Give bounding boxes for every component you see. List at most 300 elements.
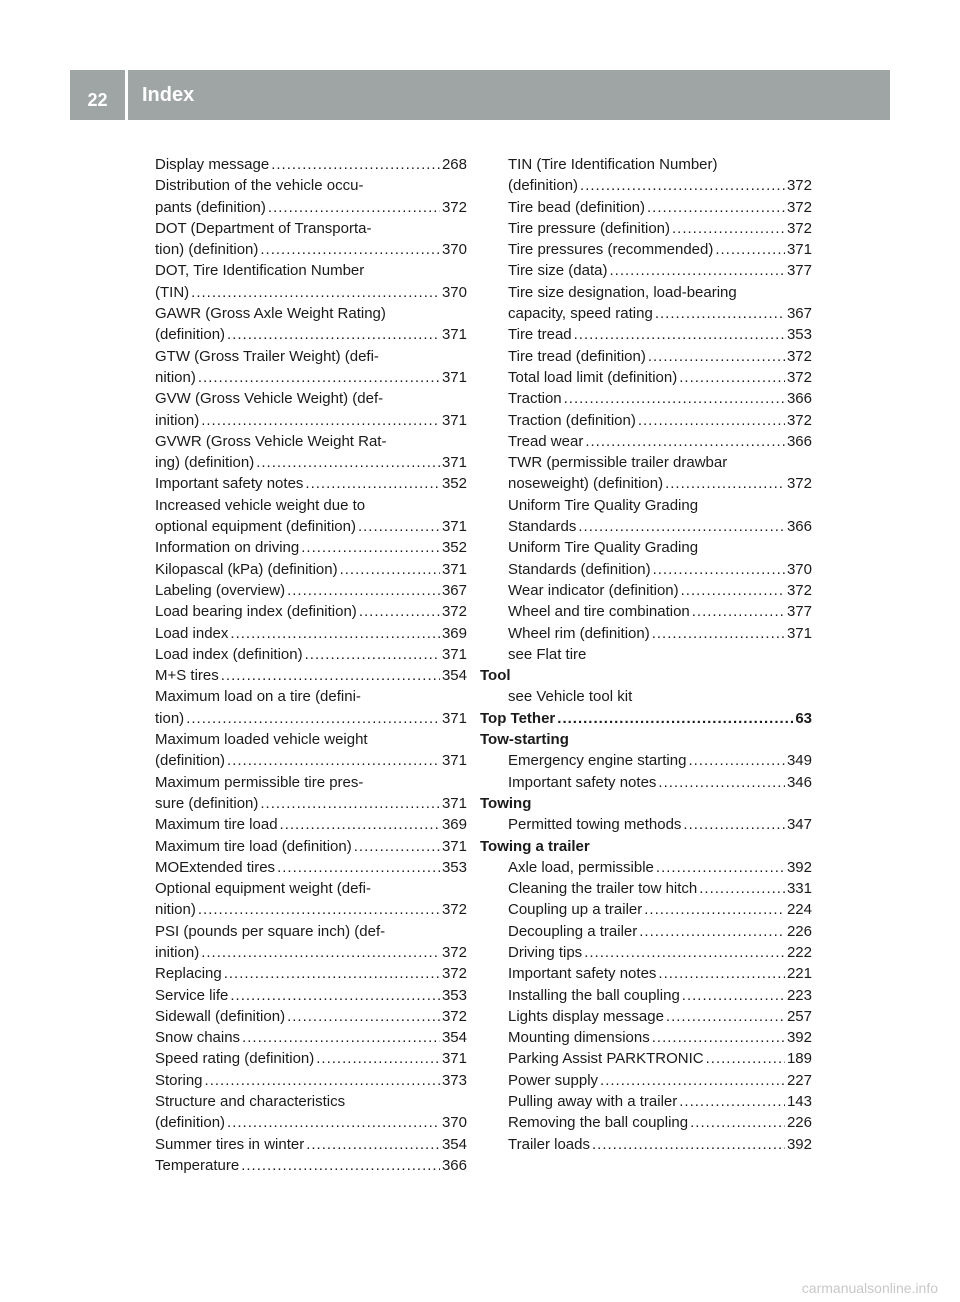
leader-dots [224,963,440,984]
leader-dots [301,537,440,558]
index-page-number: 189 [786,1050,812,1068]
leader-dots [655,303,785,324]
index-entry-text: Load index [155,624,229,642]
leader-dots [230,985,440,1006]
leader-dots [658,963,785,984]
header-separator [125,70,128,120]
leader-dots [280,814,440,835]
leader-dots [706,1048,785,1069]
index-entry [155,623,467,644]
index-entry [155,388,467,409]
index-entry [155,1155,467,1176]
index-entry-text: Temperature [155,1156,240,1174]
index-entry-text: Load index (definition) [155,645,303,663]
index-entry [480,282,812,303]
leader-dots [600,1070,785,1091]
index-entry-text: Tire tread (definition) [508,347,646,365]
index-page-number: 354 [441,1135,467,1153]
index-entry-text: Towing a trailer [480,837,590,855]
index-entry-text: Wear indicator (definition) [508,581,679,599]
index-entry-text: Driving tips [508,943,583,961]
index-page-number: 346 [786,773,812,791]
index-entry-text: GVW (Gross Vehicle Weight) (def- [155,390,384,408]
index-entry [480,346,812,367]
index-page-number: 366 [786,432,812,450]
index-entry-text: Storing [155,1071,203,1089]
index-entry [155,814,467,835]
index-entry-text: Sidewall (definition) [155,1007,286,1025]
index-entry-text: sure (definition) [155,794,259,812]
index-entry [480,239,812,260]
index-page-number: 377 [786,262,812,280]
leader-dots [340,559,440,580]
index-page-number: 221 [786,965,812,983]
index-page-number: 372 [786,475,812,493]
index-page-number: 372 [441,1007,467,1025]
index-entry [480,388,812,409]
index-entry [480,1048,812,1069]
leader-dots [260,793,440,814]
index-entry-text: Tire pressure (definition) [508,219,671,237]
index-entry [480,473,812,494]
leader-dots [647,197,785,218]
leader-dots [585,431,785,452]
index-entry-text: Removing the ball coupling [508,1114,689,1132]
index-page-number: 377 [786,603,812,621]
index-entry-text: Maximum loaded vehicle weight [155,731,368,749]
leader-dots [652,623,785,644]
index-entry [155,899,467,920]
index-entry [480,303,812,324]
index-entry-text: Wheel and tire combination [508,603,690,621]
leader-dots [256,452,440,473]
index-page-number: 347 [786,816,812,834]
index-entry [480,580,812,601]
index-entry [155,708,467,729]
index-entry [155,686,467,707]
index-entry-text: Tire size (data) [508,262,608,280]
index-entry [155,750,467,771]
index-page-number: 371 [441,368,467,386]
index-entry-text: Coupling up a trailer [508,901,643,919]
leader-dots [666,1006,785,1027]
leader-dots [679,1091,785,1112]
index-entry [480,1006,812,1027]
index-entry [155,836,467,857]
index-entry-text: PSI (pounds per square inch) (def- [155,922,386,940]
index-page-number: 371 [786,624,812,642]
index-entry [155,282,467,303]
index-entry [155,175,467,196]
index-entry-text: Standards [508,518,577,536]
index-page-number: 370 [441,1114,467,1132]
leader-dots [221,665,440,686]
leader-dots [672,218,785,239]
leader-dots [665,473,785,494]
index-entry-text: Tire tread [508,326,572,344]
leader-dots [715,239,785,260]
leader-dots [639,921,785,942]
leader-dots [227,750,440,771]
index-entry-text: DOT, Tire Identification Number [155,262,365,280]
index-entry-text: (definition) [155,326,226,344]
leader-dots [658,772,785,793]
index-entry [155,239,467,260]
leader-dots [584,942,785,963]
index-page-number: 224 [786,901,812,919]
index-entry [155,729,467,750]
index-entry-text: Traction [508,390,562,408]
index-entry [155,1006,467,1027]
index-entry [480,559,812,580]
index-entry-text: inition) [155,411,200,429]
index-page-number: 268 [441,156,467,173]
page-title: Index [142,84,195,106]
leader-dots [578,516,785,537]
index-page-number: 222 [786,943,812,961]
index-entry [480,324,812,345]
index-page-number: 366 [441,1156,467,1174]
index-page-number: 372 [786,368,812,386]
index-entry-text: Tire bead (definition) [508,198,646,216]
index-entry-text: Important safety notes [508,773,657,791]
leader-dots [241,1155,440,1176]
leader-dots [656,857,785,878]
page-number: 22 [87,90,108,110]
index-entry [155,431,467,452]
index-page-number: 349 [786,752,812,770]
index-entry [155,324,467,345]
index-page-number: 372 [441,198,467,216]
index-page-number: 372 [441,965,467,983]
index-entry [155,857,467,878]
index-page-number: 63 [795,709,812,727]
index-page-number: 370 [441,283,467,301]
index-entry-text: Mounting dimensions [508,1029,650,1047]
index-entry-text: GVWR (Gross Vehicle Weight Rat- [155,432,387,450]
index-page-number: 366 [786,518,812,536]
index-page-number: 353 [786,326,812,344]
leader-dots [564,388,785,409]
index-entry-text: Display message [155,156,270,173]
index-entry-text: Towing [480,794,532,812]
index-entry-text: Standards (definition) [508,560,651,578]
index-entry [155,154,467,175]
index-entry-text: Important safety notes [508,965,657,983]
leader-dots [316,1048,440,1069]
index-page-number: 372 [786,411,812,429]
index-entry [480,1091,812,1112]
index-page-number: 371 [441,1050,467,1068]
index-entry [155,985,467,1006]
index-entry-text: Emergency engine starting [508,752,687,770]
index-page-number: 352 [441,475,467,493]
index-entry [155,495,467,516]
leader-dots [260,239,440,260]
index-page-number: 392 [786,858,812,876]
index-page-number: 372 [786,177,812,195]
index-page-number: 352 [441,539,467,557]
leader-dots [227,324,440,345]
index-entry-text: Uniform Tire Quality Grading [508,496,699,514]
index-entry-text: see Flat tire [508,645,587,663]
index-page-number: 223 [786,986,812,1004]
index-entry-text: tion) (definition) [155,241,259,259]
index-page-number: 353 [441,858,467,876]
index-heading [480,793,812,814]
index-entry-text: Tire size designation, load-bearing [508,283,737,301]
index-entry [480,878,812,899]
index-entry-text: Service life [155,986,229,1004]
leader-dots [592,1134,785,1155]
index-entry [155,516,467,537]
index-entry-text: Structure and characteristics [155,1093,346,1111]
watermark: carmanualsonline.info [801,1280,938,1296]
index-page-number: 392 [786,1135,812,1153]
index-entry-text: Installing the ball coupling [508,986,680,1004]
leader-dots [201,942,440,963]
index-page-number: 366 [786,390,812,408]
index-entry [155,963,467,984]
index-entry [480,985,812,1006]
index-page-number: 371 [441,837,467,855]
index-entry [480,410,812,431]
index-entry-text: Distribution of the vehicle occu- [155,177,364,195]
index-entry [480,963,812,984]
index-page-number: 369 [441,624,467,642]
index-entry-text: M+S tires [155,667,219,685]
index-entry-text: (TIN) [155,283,190,301]
leader-dots [191,282,440,303]
index-entry-text: Tool [480,667,511,685]
index-entry-text: Tire pressures (recommended) [508,241,714,259]
index-entry-text: Load bearing index (definition) [155,603,357,621]
leader-dots [644,899,785,920]
index-entry [155,303,467,324]
index-page-number: 257 [786,1007,812,1025]
index-entry [480,750,812,771]
index-entry-text: noseweight) (definition) [508,475,664,493]
index-entry [155,1091,467,1112]
index-entry [155,218,467,239]
leader-dots [306,1134,440,1155]
index-entry-text: Increased vehicle weight due to [155,496,366,514]
index-entry [155,1070,467,1091]
index-page-number: 143 [786,1093,812,1111]
index-page-number: 371 [441,518,467,536]
index-entry [480,772,812,793]
index-entry [155,601,467,622]
index-page-number: 354 [441,667,467,685]
index-entry-text: Power supply [508,1071,599,1089]
index-entry-text: Total load limit (definition) [508,368,678,386]
index-entry-text: Snow chains [155,1029,241,1047]
index-entry [480,1070,812,1091]
index-entry-text: Maximum load on a tire (defini- [155,688,361,706]
index-page-number: 372 [441,603,467,621]
index-column-left [155,154,467,1176]
index-page-number: 371 [786,241,812,259]
index-entry [480,1112,812,1133]
index-page-number: 371 [441,326,467,344]
index-entry-text: Maximum permissible tire pres- [155,773,364,791]
index-entry [480,921,812,942]
leader-dots [198,899,440,920]
index-entry [480,1027,812,1048]
leader-dots [230,623,440,644]
index-entry [155,452,467,473]
index-page-number: 373 [441,1071,467,1089]
index-entry-text: Maximum tire load (definition) [155,837,352,855]
index-entry-text: TWR (permissible trailer drawbar [508,454,728,472]
index-entry [480,197,812,218]
leader-dots [699,878,785,899]
index-entry-text: capacity, speed rating [508,305,653,323]
leader-dots [186,708,440,729]
index-page-number: 372 [786,347,812,365]
index-page-number: 367 [786,305,812,323]
leader-dots [690,1112,785,1133]
index-entry [480,537,812,558]
index-entry [155,559,467,580]
index-entry-text: Uniform Tire Quality Grading [508,539,699,557]
index-entry-text: Maximum tire load [155,816,278,834]
index-entry-text: Decoupling a trailer [508,922,638,940]
index-entry-text: Optional equipment weight (defi- [155,880,371,898]
leader-dots [277,857,440,878]
index-page-number: 226 [786,1114,812,1132]
index-entry [155,793,467,814]
index-page-number: 371 [441,411,467,429]
index-entry [155,1048,467,1069]
index-entry [155,772,467,793]
index-entry-text: Tread wear [508,432,584,450]
index-page-number: 354 [441,1029,467,1047]
index-entry [480,431,812,452]
index-entry [155,942,467,963]
index-entry-text: DOT (Department of Transporta- [155,219,372,237]
index-page-number: 371 [441,794,467,812]
index-entry [480,814,812,835]
index-entry-text: nition) [155,368,196,386]
index-entry-text: pants (definition) [155,198,266,216]
leader-dots [359,601,440,622]
index-entry [480,154,812,175]
leader-dots [681,580,785,601]
leader-dots [580,175,785,196]
index-page-number: 370 [786,560,812,578]
index-entry-text: Summer tires in winter [155,1135,305,1153]
index-entry-text: Speed rating (definition) [155,1050,315,1068]
leader-dots [271,154,440,175]
index-page-number: 371 [441,752,467,770]
leader-dots [679,367,785,388]
index-entry-text: tion) [155,709,185,727]
index-page-number: 226 [786,922,812,940]
index-entry [480,899,812,920]
index-entry-text: MOExtended tires [155,858,276,876]
leader-dots [688,750,785,771]
index-entry [155,1027,467,1048]
index-entry [480,644,812,665]
index-entry [155,346,467,367]
index-page-number: 372 [441,943,467,961]
leader-dots [287,580,440,601]
leader-dots [648,346,785,367]
index-entry-text: (definition) [155,1114,226,1132]
index-entry [155,644,467,665]
leader-dots [609,260,784,281]
index-entry-text: Cleaning the trailer tow hitch [508,880,698,898]
index-page-number: 353 [441,986,467,1004]
leader-dots [557,708,793,729]
index-column-right [480,154,812,1155]
leader-dots [638,410,785,431]
index-page-number: 331 [786,880,812,898]
index-page-number: 371 [441,645,467,663]
index-entry-text: Replacing [155,965,222,983]
index-entry-text: GTW (Gross Trailer Weight) (defi- [155,347,379,365]
leader-dots [305,473,440,494]
leader-dots [683,814,785,835]
index-page-number: 371 [441,709,467,727]
index-entry-text: Axle load, permissible [508,858,654,876]
index-page-number: 369 [441,816,467,834]
index-entry-text: see Vehicle tool kit [508,688,633,706]
leader-dots [653,559,785,580]
index-entry [155,367,467,388]
index-entry [155,410,467,431]
index-entry [480,175,812,196]
index-entry [155,580,467,601]
index-entry [480,601,812,622]
index-entry [155,921,467,942]
index-heading [480,665,812,686]
index-heading [480,708,812,729]
index-page-number: 367 [441,581,467,599]
index-entry-text: Important safety notes [155,475,304,493]
index-page-number: 227 [786,1071,812,1089]
index-heading [480,836,812,857]
leader-dots [287,1006,440,1027]
leader-dots [305,644,440,665]
index-entry [480,452,812,473]
leader-dots [227,1112,440,1133]
index-heading [480,729,812,750]
index-entry-text: Wheel rim (definition) [508,624,650,642]
index-entry-text: TIN (Tire Identification Number) [508,156,718,173]
index-entry-text: Lights display message [508,1007,664,1025]
index-entry-text: ing) (definition) [155,454,255,472]
index-entry-text: Kilopascal (kPa) (definition) [155,560,338,578]
index-entry-text: Traction (definition) [508,411,636,429]
leader-dots [198,367,440,388]
index-entry [155,197,467,218]
leader-dots [201,410,440,431]
index-entry-text: Labeling (overview) [155,581,286,599]
index-entry-text: inition) [155,943,200,961]
index-page-number: 371 [441,454,467,472]
index-entry-text: Permitted towing methods [508,816,682,834]
index-entry-text: optional equipment (definition) [155,518,356,536]
index-entry-text: Trailer loads [508,1135,590,1153]
index-entry-text: (definition) [508,177,579,195]
index-page-number: 370 [441,241,467,259]
index-entry-text: nition) [155,901,196,919]
leader-dots [242,1027,440,1048]
index-page-number: 372 [786,219,812,237]
index-entry [155,878,467,899]
